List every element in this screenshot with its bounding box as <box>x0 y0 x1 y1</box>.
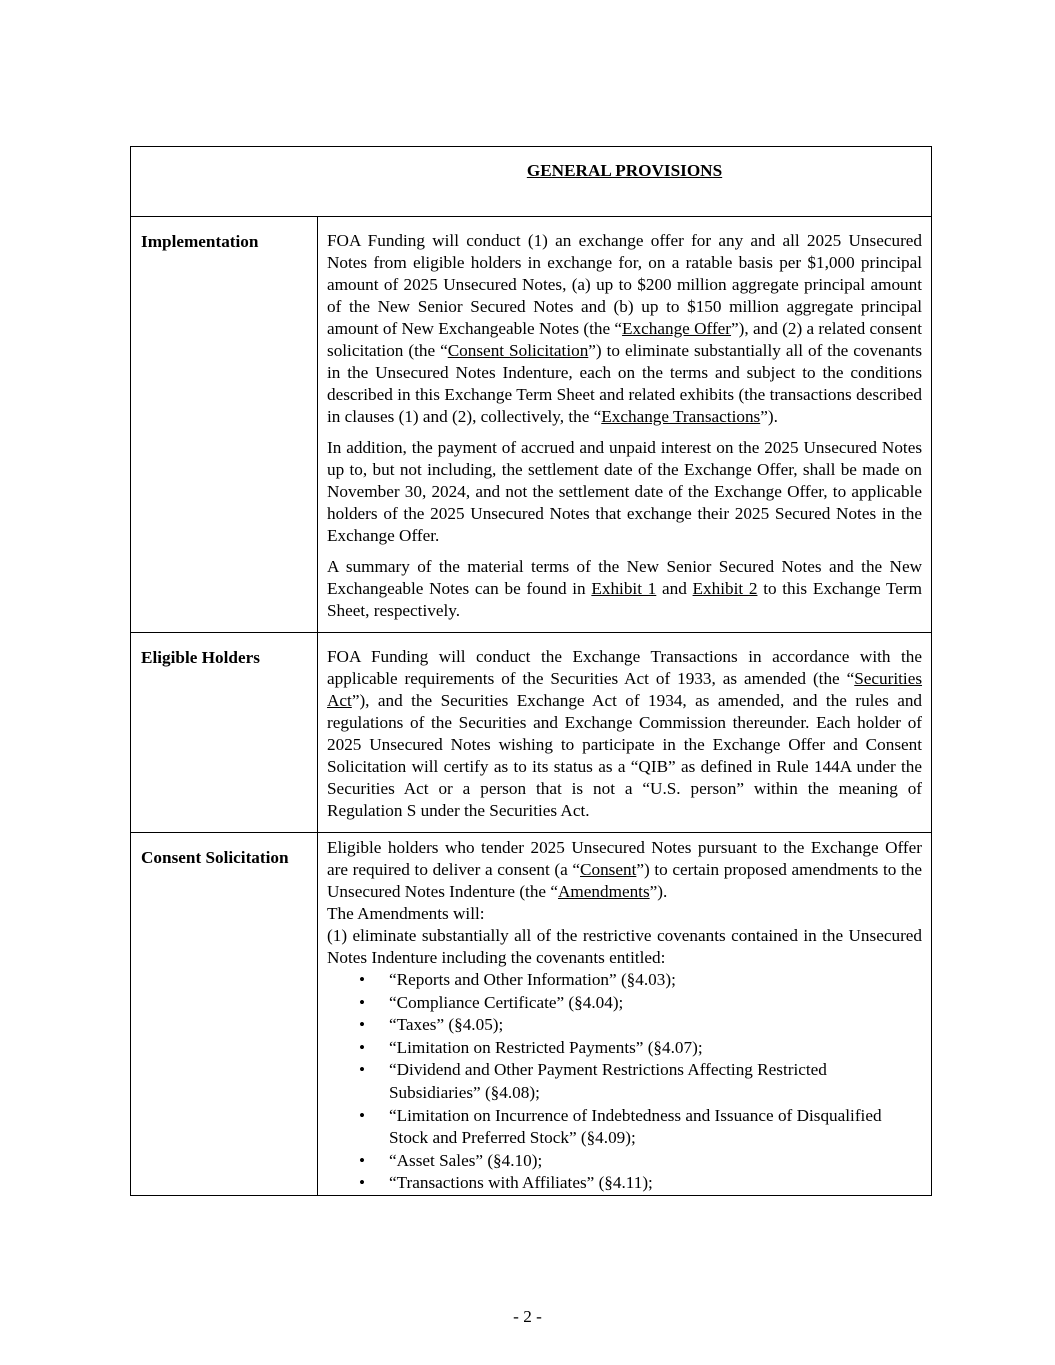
list-item-text: “Limitation on Restricted Payments” (§4.07); <box>389 1037 703 1057</box>
page-number: - 2 - <box>513 1307 542 1326</box>
implementation-paragraph-2: In addition, the payment of accrued and unpaid interest on the 2025 Unsecured Notes up to, but not including, the settlement date of the Exchange Offer, shall be made on November 30, 2024, and not the settlement date of the Exchange Offer, to applicable holders of the 2025 Unsecured Notes that exchange their 2025 Secured Notes in the Exchange Offer. <box>327 438 923 545</box>
list-item-text: “Dividend and Other Payment Restrictions Affecting Restricted Subsidiaries” (§4.08); <box>389 1060 827 1102</box>
row-eligible-holders <box>131 633 932 833</box>
bullet-icon: • <box>359 1060 366 1080</box>
text-segment: FOA Funding will conduct (1) an exchange offer for any and all 2025 Unsecured Notes from eligible holders in exchange for, on a ratable basis per $1,000 principal amount of 2025 Unsecured Notes, (a) up to $200 million aggregate principal amount of the New Senior Secured Notes and (b) up to $150 million aggregate principal amount of New Exchangeable Notes (the “ <box>327 231 923 338</box>
list-item <box>327 969 922 992</box>
list-item-text: “Transactions with Affiliates” (§4.11); <box>389 1173 653 1193</box>
defined-term-amendments: Amendments <box>557 882 650 901</box>
list-item-text: “Taxes” (§4.05); <box>389 1015 504 1035</box>
general-provisions-table <box>130 146 932 1196</box>
list-item-text: “Reports and Other Information” (§4.03); <box>389 970 676 989</box>
defined-term-consent-solicitation: Consent Solicitation <box>447 341 589 360</box>
list-item <box>327 1105 922 1150</box>
row-label-implementation: Implementation <box>131 217 318 633</box>
defined-term-consent: Consent <box>580 860 637 879</box>
bullet-icon: • <box>359 1015 366 1035</box>
row-implementation <box>131 217 932 633</box>
row-label-eligible-holders: Eligible Holders <box>131 633 318 833</box>
table-header-row <box>131 147 932 217</box>
list-item <box>327 992 922 1015</box>
section-title: GENERAL PROVISIONS <box>526 161 723 180</box>
bullet-icon: • <box>359 1037 366 1057</box>
exhibit-1-reference: Exhibit 1 <box>591 579 657 598</box>
exhibit-2-reference: Exhibit 2 <box>692 579 758 598</box>
text-segment: ”) to certain proposed amendments to the Unsecured Notes Indenture (the “ <box>327 860 922 901</box>
list-item-text: “Compliance Certificate” (§4.04); <box>389 992 624 1012</box>
list-item-text: “Limitation on Incurrence of Indebtedness and Issuance of Disqualified Stock and Preferred Stock” (§4.09); <box>389 1105 882 1148</box>
text-segment: A summary of the material terms of the New Senior Secured Notes and the New Exchangeable Notes can be found in <box>327 557 923 598</box>
row-body-implementation <box>318 217 932 633</box>
table-header-cell <box>131 147 932 217</box>
bullet-icon: • <box>359 970 366 989</box>
list-item <box>327 1172 922 1195</box>
text-segment: ”), and (2) a related consent solicitation (the “ <box>327 319 922 360</box>
defined-term-exchange-offer: Exchange Offer <box>622 319 732 338</box>
consent-paragraph-1 <box>327 837 922 903</box>
amendments-intro-line: The Amendments will: <box>327 904 485 923</box>
list-item <box>327 1059 922 1104</box>
row-body-consent-solicitation <box>318 833 932 1196</box>
list-item <box>327 1150 922 1173</box>
text-segment: FOA Funding will conduct the Exchange Transactions in accordance with the applicable requirements of the Securities Act of 1933, as amended (the “ <box>327 647 923 688</box>
text-segment: and <box>656 579 693 598</box>
row-consent-solicitation <box>131 833 932 1196</box>
text-segment: ”) to eliminate substantially all of the covenants in the Unsecured Notes Indenture, each on the terms and subject to the conditions described in this Exchange Term Sheet and related exhibits (the transactions described in clauses (1) and (2), collectively, the “ <box>327 341 923 426</box>
implementation-paragraph-3 <box>327 556 922 622</box>
eligible-holders-paragraph <box>327 646 922 822</box>
amendments-clause-1: (1) eliminate substantially all of the restrictive covenants contained in the Unsecured Notes Indenture including the covenants entitled: <box>327 926 923 967</box>
list-item <box>327 1037 922 1060</box>
list-item-text: “Asset Sales” (§4.10); <box>389 1150 543 1170</box>
list-item <box>327 1014 922 1037</box>
covenant-list <box>327 969 922 1195</box>
bullet-icon: • <box>359 992 366 1012</box>
text-segment: ”). <box>760 407 778 426</box>
text-segment: Eligible holders who tender 2025 Unsecured Notes pursuant to the Exchange Offer are required to deliver a consent (a “ <box>327 838 923 879</box>
defined-term-exchange-transactions: Exchange Transactions <box>601 407 761 426</box>
text-segment: to this Exchange Term Sheet, respectively. <box>327 579 923 620</box>
text-segment: ”). <box>649 882 668 901</box>
row-label-consent-solicitation: Consent Solicitation <box>131 833 318 1196</box>
bullet-icon: • <box>359 1150 366 1170</box>
bullet-icon: • <box>359 1105 366 1125</box>
bullet-icon: • <box>359 1173 366 1193</box>
implementation-paragraph-1 <box>327 230 922 428</box>
row-body-eligible-holders <box>318 633 932 833</box>
text-segment: ”), and the Securities Exchange Act of 1934, as amended, and the rules and regulations of the Securities and Exchange Commission thereunder. Each holder of 2025 Unsecured Notes wishing to participate in the Exchange Offer and Consent Solicitation will certify as to its status as a “QIB” as defined in Rule 144A under the Securities Act or a person that is not a “U.S. person” within the meaning of Regulation S under the Securities Act. <box>327 691 923 820</box>
defined-term-securities-act: Securities Act <box>327 669 923 710</box>
